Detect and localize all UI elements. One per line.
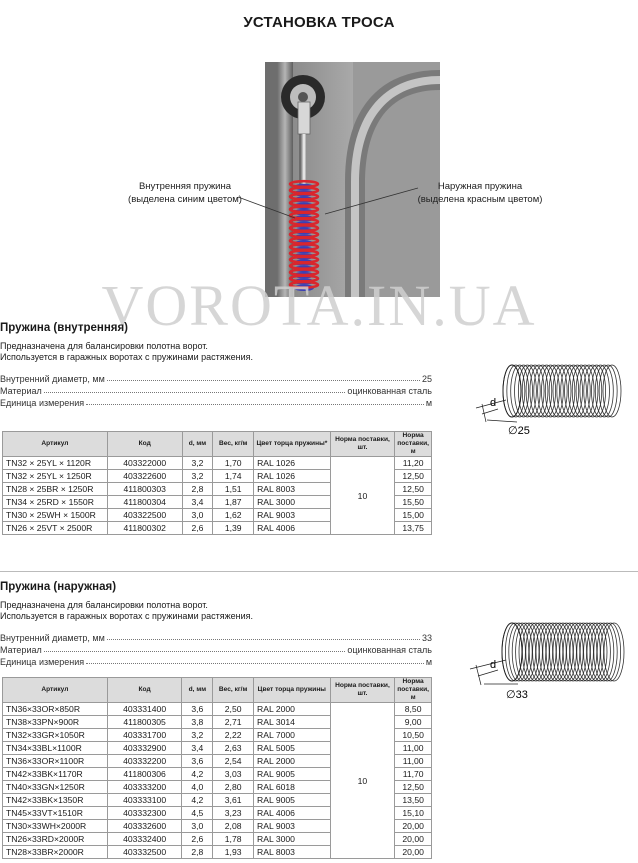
table-cell: TN40×33GN×1250R — [3, 781, 108, 794]
inner-spring-callout: Внутренняя пружина (выделена синим цветом) — [128, 181, 242, 205]
table-cell: 2,8 — [182, 846, 213, 859]
table-cell: 3,8 — [182, 716, 213, 729]
inner-spring-table — [2, 431, 432, 535]
table-cell: RAL 2000 — [254, 755, 331, 768]
table-cell: TN30 × 25WH × 1500R — [3, 509, 108, 522]
table-cell: RAL 5005 — [254, 742, 331, 755]
table-cell: 3,6 — [182, 703, 213, 716]
table-cell: RAL 1026 — [254, 457, 331, 470]
table-cell: RAL 4006 — [254, 522, 331, 535]
table-cell: RAL 4006 — [254, 807, 331, 820]
d-label: d — [490, 397, 497, 409]
property-row: Материал оцинкованная сталь — [0, 386, 432, 396]
table-cell: 3,2 — [182, 457, 213, 470]
diameter-label: ∅25 — [508, 425, 530, 437]
table-cell: 403332200 — [107, 755, 182, 768]
table-row — [3, 703, 432, 716]
table-cell: 2,22 — [213, 729, 254, 742]
col-article: Артикул — [3, 432, 108, 457]
property-row: Единица измерения м — [0, 398, 432, 408]
table-cell: RAL 3014 — [254, 716, 331, 729]
table-cell: TN42×33BK×1170R — [3, 768, 108, 781]
outer-spring-description — [0, 600, 253, 622]
table-cell: 13,50 — [395, 794, 432, 807]
table-cell: RAL 9003 — [254, 509, 331, 522]
table-cell: TN34 × 25RD × 1550R — [3, 496, 108, 509]
table-cell: 2,80 — [213, 781, 254, 794]
d-label: d — [490, 659, 497, 671]
outer-spring-callout: Наружная пружина (выделена красным цветом) — [417, 181, 543, 205]
col-norm-m: Норма поставки, м — [395, 432, 432, 457]
table-cell: RAL 6018 — [254, 781, 331, 794]
property-row: Единица измерения м — [0, 657, 432, 667]
callout-lines — [0, 0, 638, 300]
table-cell: RAL 3000 — [254, 833, 331, 846]
outer-desc-line-2: Используется в гаражных воротах с пружинами растяжения. — [0, 611, 254, 621]
table-cell: TN28 × 25BR × 1250R — [3, 483, 108, 496]
table-cell: TN45×33VT×1510R — [3, 807, 108, 820]
table-cell: 11,70 — [395, 768, 432, 781]
table-cell: 12,50 — [395, 781, 432, 794]
table-cell: RAL 3000 — [254, 496, 331, 509]
col-code: Код — [107, 678, 182, 703]
table-cell: RAL 9003 — [254, 820, 331, 833]
table-cell: 1,51 — [213, 483, 254, 496]
table-cell: TN32 × 25YL × 1120R — [3, 457, 108, 470]
table-cell: 1,70 — [213, 457, 254, 470]
table-cell: 8,50 — [395, 703, 432, 716]
col-article: Артикул — [3, 678, 108, 703]
table-cell: 403332600 — [107, 820, 182, 833]
table-cell: RAL 9005 — [254, 794, 331, 807]
property-row: Внутренний диаметр, мм 25 — [0, 374, 432, 384]
inner-desc-line-1: Предназначена для балансировки полотна ворот. — [0, 341, 208, 351]
table-cell: 11,00 — [395, 755, 432, 768]
col-norm-pcs: Норма поставки, шт. — [330, 678, 395, 703]
table-cell: RAL 1026 — [254, 470, 331, 483]
norma-pcs-cell: 10 — [330, 457, 395, 535]
table-cell: 12,50 — [395, 483, 432, 496]
table-cell: 403331400 — [107, 703, 182, 716]
table-cell: TN26×33RD×2000R — [3, 833, 108, 846]
table-cell: 3,4 — [182, 496, 213, 509]
table-cell: 2,71 — [213, 716, 254, 729]
col-code: Код — [107, 432, 182, 457]
col-color: Цвет торца пружины* — [254, 432, 331, 457]
table-cell: 4,2 — [182, 768, 213, 781]
table-cell: RAL 8003 — [254, 483, 331, 496]
table-cell: 411800306 — [107, 768, 182, 781]
table-cell: RAL 2000 — [254, 703, 331, 716]
table-cell: TN28×33BR×2000R — [3, 846, 108, 859]
table-cell: 403332300 — [107, 807, 182, 820]
table-cell: TN34×33BL×1100R — [3, 742, 108, 755]
outer-spring-table — [2, 677, 432, 859]
table-cell: 12,50 — [395, 470, 432, 483]
table-cell: 403322500 — [107, 509, 182, 522]
table-row — [3, 457, 432, 470]
property-row: Внутренний диаметр, мм 33 — [0, 633, 432, 643]
col-d: d, мм — [182, 678, 213, 703]
table-cell: 1,78 — [213, 833, 254, 846]
section-divider — [0, 571, 638, 572]
table-header-row — [3, 678, 432, 703]
table-cell: 9,00 — [395, 716, 432, 729]
property-row: Материал оцинкованная сталь — [0, 645, 432, 655]
table-cell: 3,03 — [213, 768, 254, 781]
inner-desc-line-2: Используется в гаражных воротах с пружинами растяжения. — [0, 352, 254, 362]
outer-spring-title: Пружина (наружная) — [0, 581, 117, 593]
col-norm-m: Норма поставки, м — [395, 678, 432, 703]
table-cell: 2,8 — [182, 483, 213, 496]
col-weight: Вес, кг/м — [213, 432, 254, 457]
table-cell: 13,75 — [395, 522, 432, 535]
table-cell: 403332900 — [107, 742, 182, 755]
norma-pcs-cell: 10 — [330, 703, 395, 859]
table-cell: 2,50 — [213, 703, 254, 716]
table-header-row — [3, 432, 432, 457]
table-cell: 11,20 — [395, 457, 432, 470]
table-cell: 403333200 — [107, 781, 182, 794]
table-cell: 1,87 — [213, 496, 254, 509]
table-cell: TN36×33OR×850R — [3, 703, 108, 716]
table-cell: 403331700 — [107, 729, 182, 742]
inner-spring-diagram — [462, 336, 638, 442]
table-cell: TN26 × 25VT × 2500R — [3, 522, 108, 535]
table-cell: 4,0 — [182, 781, 213, 794]
table-cell: 15,10 — [395, 807, 432, 820]
table-cell: RAL 8003 — [254, 846, 331, 859]
table-cell: 1,93 — [213, 846, 254, 859]
table-cell: 20,00 — [395, 846, 432, 859]
col-weight: Вес, кг/м — [213, 678, 254, 703]
table-cell: TN42×33BK×1350R — [3, 794, 108, 807]
table-cell: 411800305 — [107, 716, 182, 729]
table-cell: 3,23 — [213, 807, 254, 820]
table-cell: 2,6 — [182, 833, 213, 846]
table-cell: 403332500 — [107, 846, 182, 859]
table-cell: 20,00 — [395, 833, 432, 846]
table-cell: 2,63 — [213, 742, 254, 755]
table-cell: 4,2 — [182, 794, 213, 807]
col-d: d, мм — [182, 432, 213, 457]
table-cell: 3,4 — [182, 742, 213, 755]
table-cell: 3,6 — [182, 755, 213, 768]
table-cell: TN32×33GR×1050R — [3, 729, 108, 742]
table-cell: 403333100 — [107, 794, 182, 807]
table-cell: 20,00 — [395, 820, 432, 833]
table-cell: 403322600 — [107, 470, 182, 483]
table-cell: 403332400 — [107, 833, 182, 846]
table-cell: 3,2 — [182, 729, 213, 742]
outer-desc-line-1: Предназначена для балансировки полотна ворот. — [0, 600, 208, 610]
table-cell: TN30×33WH×2000R — [3, 820, 108, 833]
table-cell: 411800304 — [107, 496, 182, 509]
table-cell: 10,50 — [395, 729, 432, 742]
inner-spring-description — [0, 341, 253, 363]
table-cell: 2,08 — [213, 820, 254, 833]
page-title: УСТАНОВКА ТРОСА — [243, 14, 395, 31]
table-cell: 411800302 — [107, 522, 182, 535]
table-cell: TN32 × 25YL × 1250R — [3, 470, 108, 483]
table-cell: 11,00 — [395, 742, 432, 755]
inner-spring-title: Пружина (внутренняя) — [0, 322, 129, 334]
table-cell: 3,2 — [182, 470, 213, 483]
table-cell: 1,74 — [213, 470, 254, 483]
table-cell: 403322000 — [107, 457, 182, 470]
table-cell: 15,00 — [395, 509, 432, 522]
table-cell: 4,5 — [182, 807, 213, 820]
table-cell: RAL 9005 — [254, 768, 331, 781]
table-cell: 3,61 — [213, 794, 254, 807]
table-cell: TN36×33OR×1100R — [3, 755, 108, 768]
table-cell: 411800303 — [107, 483, 182, 496]
diameter-label: ∅33 — [506, 689, 528, 701]
outer-spring-properties — [0, 631, 432, 667]
table-cell: RAL 7000 — [254, 729, 331, 742]
table-cell: 3,0 — [182, 509, 213, 522]
table-cell: 1,62 — [213, 509, 254, 522]
col-color: Цвет торца пружины — [254, 678, 331, 703]
inner-spring-properties — [0, 372, 432, 408]
table-cell: TN38×33PN×900R — [3, 716, 108, 729]
table-cell: 2,6 — [182, 522, 213, 535]
table-cell: 2,54 — [213, 755, 254, 768]
watermark: VOROTA.IN.UA — [101, 273, 537, 338]
table-cell: 1,39 — [213, 522, 254, 535]
outer-spring-diagram — [462, 592, 638, 704]
table-cell: 15,50 — [395, 496, 432, 509]
table-cell: 3,0 — [182, 820, 213, 833]
col-norm-pcs: Норма поставки, шт. — [330, 432, 395, 457]
